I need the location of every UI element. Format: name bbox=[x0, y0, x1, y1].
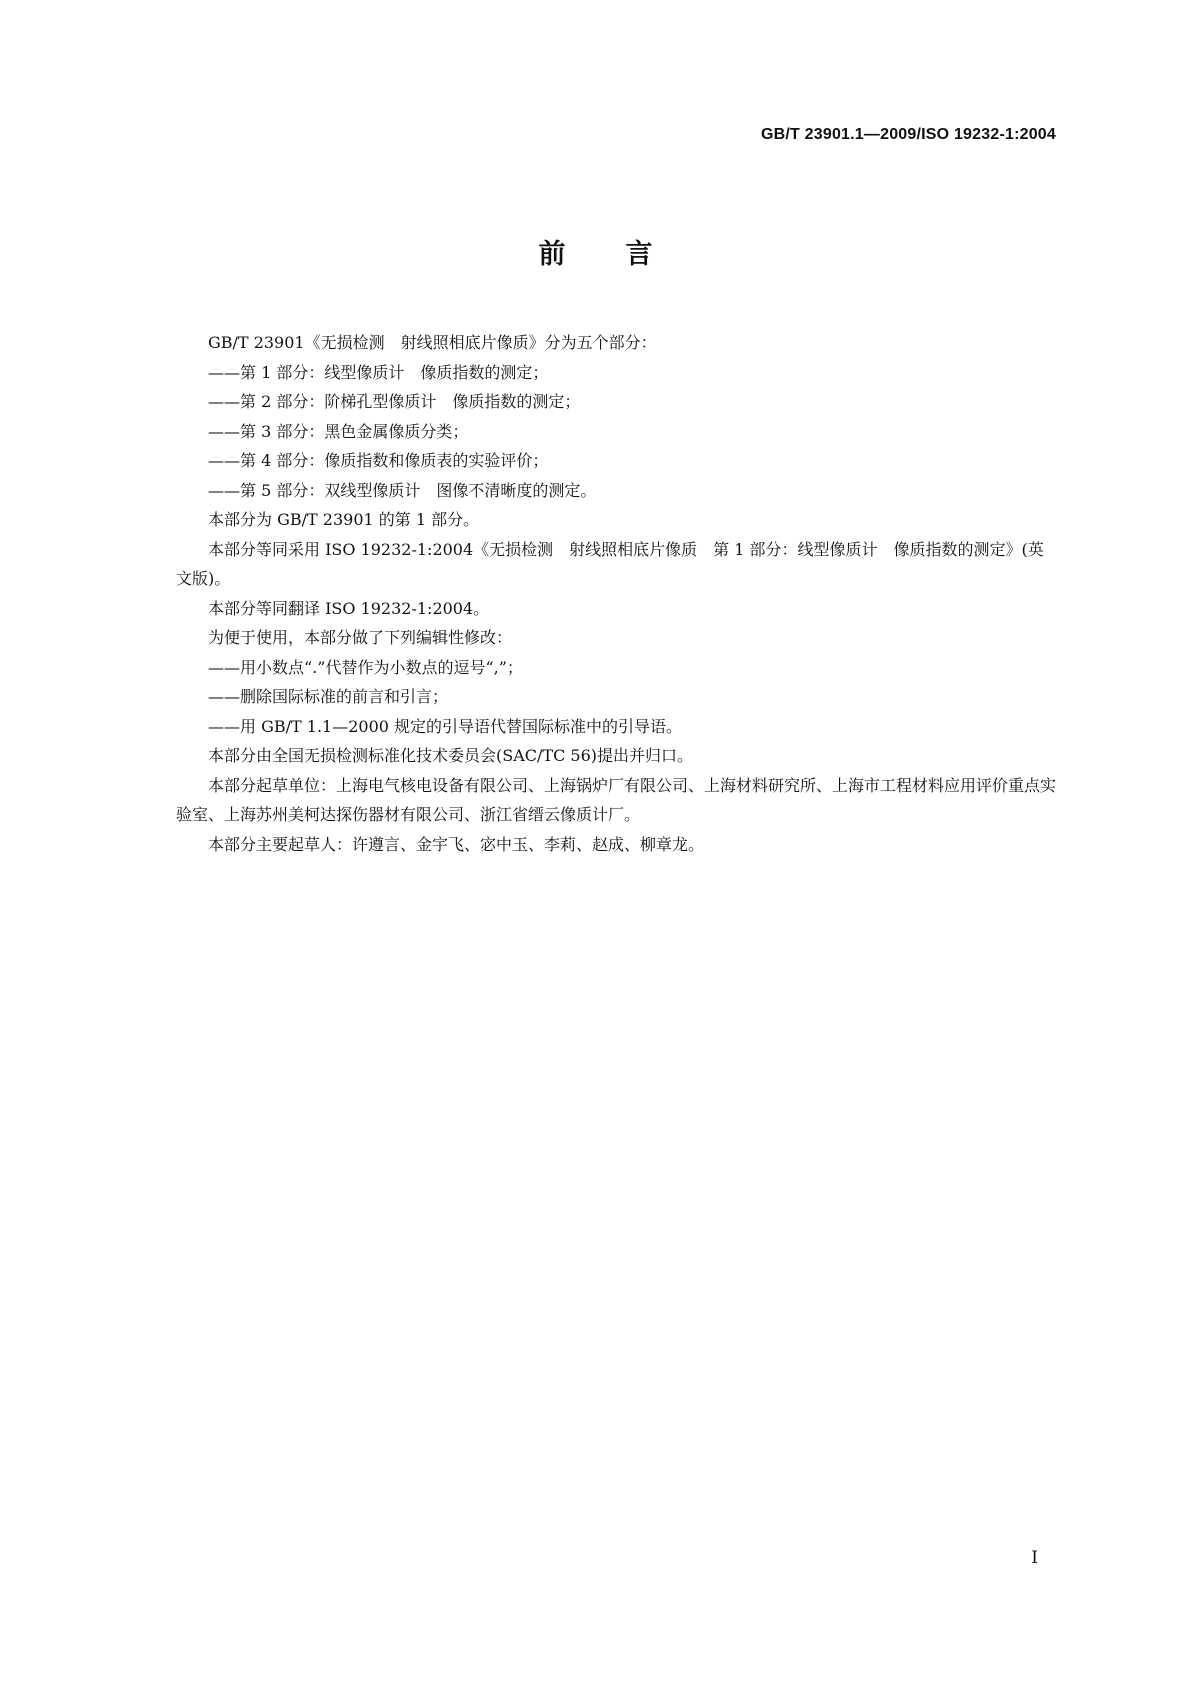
list-item-edit-3: ——用 GB/T 1.1—2000 规定的引导语代替国际标准中的引导语。 bbox=[208, 716, 683, 736]
list-item-edit-2: ——删除国际标准的前言和引言； bbox=[208, 687, 449, 706]
paragraph-equivalence: 本部分等同采用 ISO 19232-1:2004《无损检测 射线照相底片像质 第 1 部分：线型像质计 像质指数的测定》(英文版)。 bbox=[176, 539, 1044, 588]
paragraph-part-statement: 本部分为 GB/T 23901 的第 1 部分。 bbox=[208, 510, 480, 529]
list-item-part-1: ——第 1 部分：线型像质计 像质指数的测定； bbox=[208, 362, 549, 382]
paragraph-intro: GB/T 23901《无损检测 射线照相底片像质》分为五个部分： bbox=[208, 333, 657, 352]
paragraph-translation: 本部分等同翻译 ISO 19232-1:2004。 bbox=[208, 598, 490, 618]
page-title: 前言 bbox=[538, 239, 713, 270]
paragraph-committee: 本部分由全国无损检测标准化技术委员会(SAC/TC 56)提出并归口。 bbox=[208, 746, 693, 765]
page-number: I bbox=[1031, 1548, 1038, 1568]
paragraph-drafters: 本部分主要起草人：许遵言、金宇飞、宓中玉、李莉、赵成、柳章龙。 bbox=[208, 834, 705, 854]
list-item-part-2: ——第 2 部分：阶梯孔型像质计 像质指数的测定； bbox=[208, 392, 581, 411]
list-item-part-5: ——第 5 部分：双线型像质计 图像不清晰度的测定。 bbox=[208, 480, 597, 500]
standard-code-header: GB/T 23901.1—2009/ISO 19232-1:2004 bbox=[761, 126, 1056, 143]
list-item-part-3: ——第 3 部分：黑色金属像质分类； bbox=[208, 421, 469, 441]
list-item-edit-1: ——用小数点“.”代替作为小数点的逗号“,”； bbox=[208, 657, 523, 677]
list-item-part-4: ——第 4 部分：像质指数和像质表的实验评价； bbox=[208, 451, 549, 470]
foreword-body bbox=[176, 328, 1056, 859]
paragraph-drafting-units: 本部分起草单位：上海电气核电设备有限公司、上海锅炉厂有限公司、上海材料研究所、上海市工程材料应用评价重点实验室、上海苏州美柯达探伤器材有限公司、浙江省缙云像质计厂。 bbox=[176, 775, 1057, 824]
paragraph-edits-intro: 为便于使用，本部分做了下列编辑性修改： bbox=[208, 628, 513, 647]
